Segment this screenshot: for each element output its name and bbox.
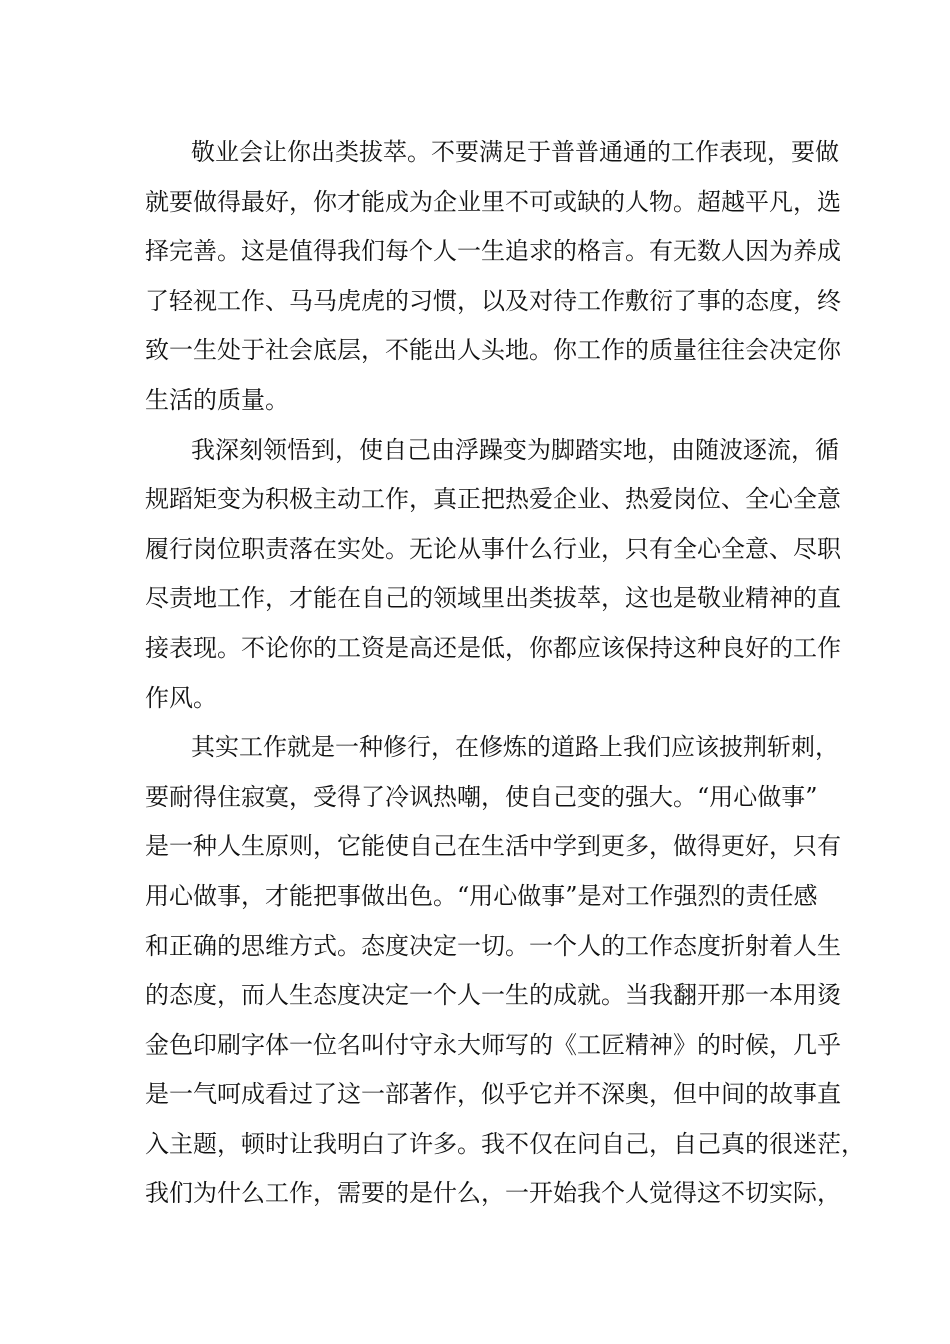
- text-line: 生活的质量。: [145, 385, 289, 414]
- text-line: 要耐得住寂寞，受得了冷讽热嘲，使自己变的强大。“用心做事”: [145, 782, 818, 811]
- text-line: 是一种人生原则，它能使自己在生活中学到更多，做得更好，只有: [145, 832, 841, 861]
- paragraph-1: [145, 128, 841, 426]
- text-line: 履行岗位职责落在实处。无论从事什么行业，只有全心全意、尽职: [145, 534, 841, 563]
- document-body: [145, 128, 865, 1219]
- text-line: 用心做事，才能把事做出色。“用心做事”是对工作强烈的责任感: [145, 881, 818, 910]
- text-line: 和正确的思维方式。态度决定一切。一个人的工作态度折射着人生: [145, 931, 841, 960]
- text-line: 就要做得最好，你才能成为企业里不可或缺的人物。超越平凡，选: [145, 187, 841, 216]
- text-line: 我们为什么工作，需要的是什么，一开始我个人觉得这不切实际，: [145, 1179, 841, 1208]
- text-line: 入主题，顿时让我明白了许多。我不仅在问自己，自己真的很迷茫，: [145, 1129, 865, 1158]
- text-line: 我深刻领悟到，使自己由浮躁变为脚踏实地，由随波逐流，循: [191, 435, 839, 464]
- text-line: 是一气呵成看过了这一部著作，似乎它并不深奥，但中间的故事直: [145, 1080, 841, 1109]
- text-line: 敬业会让你出类拔萃。不要满足于普普通通的工作表现，要做: [191, 138, 839, 166]
- text-line: 的态度，而人生态度决定一个人一生的成就。当我翻开那一本用烫: [145, 981, 841, 1010]
- text-line: 择完善。这是值得我们每个人一生追求的格言。有无数人因为养成: [145, 237, 841, 266]
- paragraph-2: [145, 426, 841, 724]
- text-line: 了轻视工作、马马虎虎的习惯，以及对待工作敷衍了事的态度，终: [145, 286, 841, 315]
- text-line: 致一生处于社会底层，不能出人头地。你工作的质量往往会决定你: [145, 336, 841, 365]
- text-line: 尽责地工作，才能在自己的领域里出类拔萃，这也是敬业精神的直: [145, 584, 841, 613]
- text-line: 金色印刷字体一位名叫付守永大师写的《工匠精神》的时候，几乎: [145, 1030, 841, 1059]
- text-line: 其实工作就是一种修行，在修炼的道路上我们应该披荆斩刺，: [191, 733, 839, 762]
- text-line: 接表现。不论你的工资是高还是低，你都应该保持这种良好的工作: [145, 633, 841, 662]
- text-line: 作风。: [145, 683, 217, 712]
- text-line: 规蹈矩变为积极主动工作，真正把热爱企业、热爱岗位、全心全意: [145, 485, 841, 514]
- paragraph-3: [145, 723, 865, 1219]
